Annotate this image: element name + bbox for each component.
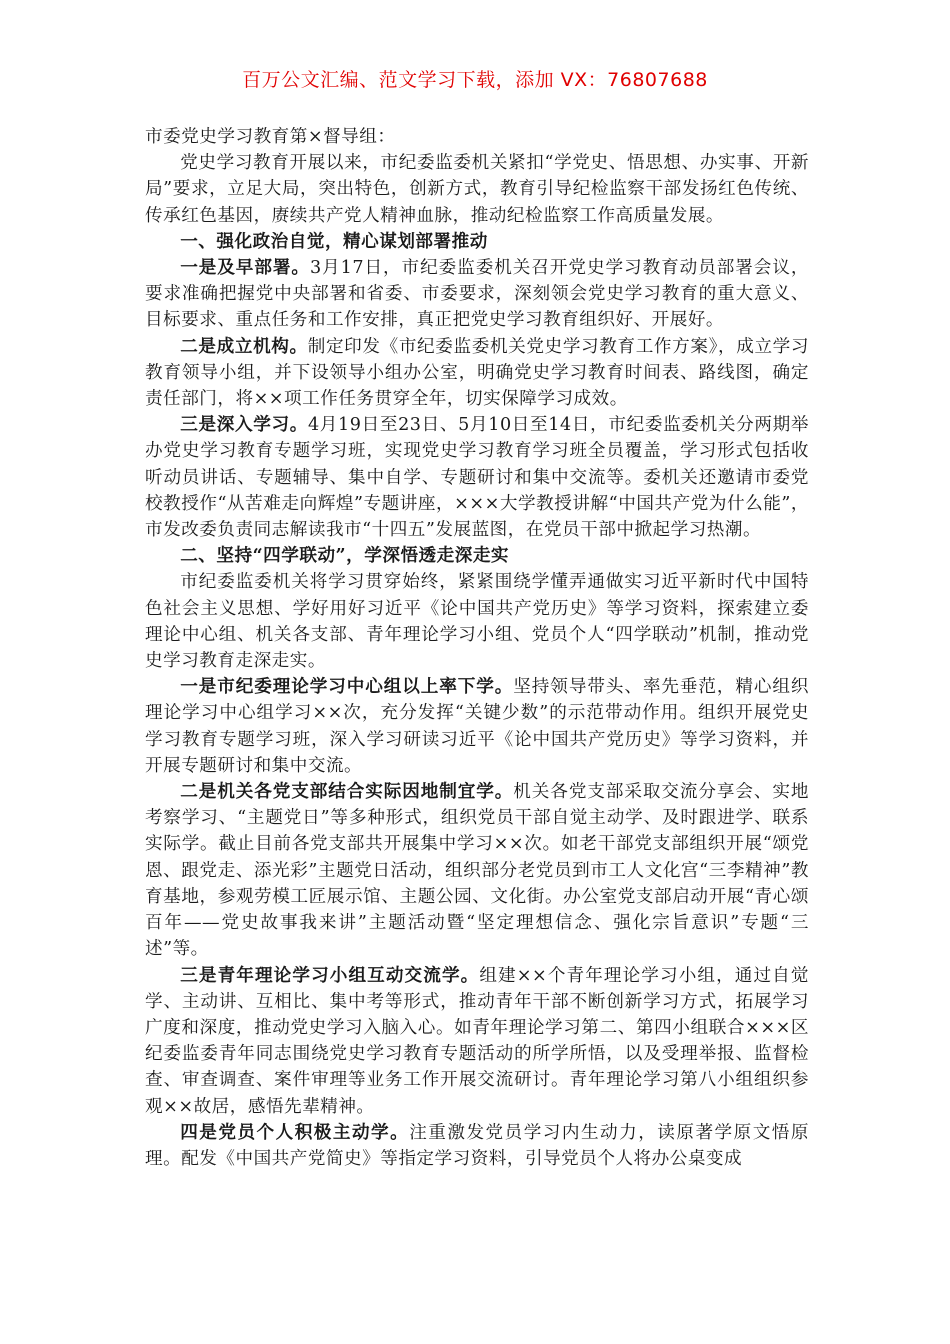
item-lead: 三是深入学习。 (180, 414, 308, 436)
item-text: 注重激发党员学习内生动力，读原著学原文悟原理。配发《中国共产党简史》等指定学习资料，引导党员个人将办公桌变成 (145, 1122, 809, 1169)
watermark-banner: 百万公文汇编、范文学习下载，添加 VX：76807688 (242, 69, 708, 91)
item-lead: 一是及早部署。 (180, 257, 310, 279)
section-heading-1: 一、强化政治自觉，精心谋划部署推动 (180, 230, 488, 252)
item-lead: 四是党员个人积极主动学。 (180, 1121, 410, 1143)
section2-item-1 (145, 674, 809, 779)
document-body (145, 124, 809, 1172)
item-text: 组建××个青年理论学习小组，通过自觉学、主动讲、互相比、集中考等形式，推动青年干部不断创新学习方式，拓展学习广度和深度，推动党史学习入脑入心。如青年理论学习第二、第四小组联合×××区纪委监委青年同志围绕党史学习教育专题活动的所学所悟，以及受理举报、监督检查、审查调查、案件审理等业务工作开展交流研讨。青年理论学习第八小组组织参观××故居，感悟先辈精神。 (145, 965, 809, 1117)
section2-item-2 (145, 779, 809, 962)
item-text: 4月19日至23日、5月10日至14日，市纪委监委机关分两期举办党史学习教育专题学习班，实现党史学习教育学习班全员覆盖，学习形式包括收听动员讲话、专题辅导、集中自学、专题研讨和集中交流等。委机关还邀请市委党校教授作“从苦难走向辉煌”专题讲座，×××大学教授讲解“中国共产党为什么能”，市发改委负责同志解读我市“十四五”发展蓝图，在党员干部中掀起学习热潮。 (145, 415, 809, 541)
item-text: 制定印发《市纪委监委机关党史学习教育工作方案》，成立学习教育领导小组，并下设领导小组办公室，明确党史学习教育时间表、路线图，确定责任部门，将××项工作任务贯穿全年，切实保障学习成效。 (145, 336, 809, 410)
item-text: 机关各党支部采取交流分享会、实地考察学习、“主题党日”等多种形式，组织党员干部自觉主动学、及时跟进学、联系实际学。截止目前各党支部共开展集中学习××次。如老干部党支部组织开展“颂党恩、跟党走、添光彩”主题党日活动，组织部分老党员到市工人文化宫“三李精神”教育基地，参观劳模工匠展示馆、主题公园、文化街。办公室党支部启动开展“青心颂百年——党史故事我来讲”主题活动暨“坚定理想信念、强化宗旨意识”专题“三述”等。 (145, 782, 809, 960)
section2-intro: 市纪委监委机关将学习贯穿始终，紧紧围绕学懂弄通做实习近平新时代中国特色社会主义思想、学好用好习近平《论中国共产党历史》等学习资料，探索建立委理论中心组、机关各支部、青年理论学习小组、党员个人“四学联动”机制，推动党史学习教育走深走实。 (145, 572, 809, 672)
section1-item-3 (145, 412, 809, 543)
section2-item-4 (145, 1120, 809, 1172)
item-text: 3月17日，市纪委监委机关召开党史学习教育动员部署会议，要求准确把握党中央部署和省委、市委要求，深刻领会党史学习教育的重大意义、目标要求、重点任务和工作安排，真正把党史学习教育组织好、开展好。 (145, 258, 809, 331)
section1-item-2 (145, 334, 809, 413)
salutation: 市委党史学习教育第×督导组： (145, 127, 396, 147)
intro-paragraph: 党史学习教育开展以来，市纪委监委机关紧扣“学党史、悟思想、办实事、开新局”要求，立足大局，突出特色，创新方式，教育引导纪检监察干部发扬红色传统、传承红色基因，赓续共产党人精神血脉，推动纪检监察工作高质量发展。 (145, 153, 809, 226)
item-lead: 一是市纪委理论学习中心组以上率下学。 (180, 676, 514, 698)
item-lead: 二是机关各党支部结合实际因地制宜学。 (180, 781, 514, 803)
section2-item-3 (145, 963, 809, 1120)
section1-item-1 (145, 255, 809, 334)
item-text: 坚持领导带头、率先垂范，精心组织理论学习中心组学习××次，充分发挥“关键少数”的示范带动作用。组织开展党史学习教育专题学习班，深入学习研读习近平《论中国共产党历史》等学习资料，并开展专题研讨和集中交流。 (145, 677, 809, 776)
section-heading-2: 二、坚持“四学联动”，学深悟透走深走实 (180, 545, 510, 567)
item-lead: 二是成立机构。 (180, 335, 308, 357)
item-lead: 三是青年理论学习小组互动交流学。 (180, 964, 480, 986)
